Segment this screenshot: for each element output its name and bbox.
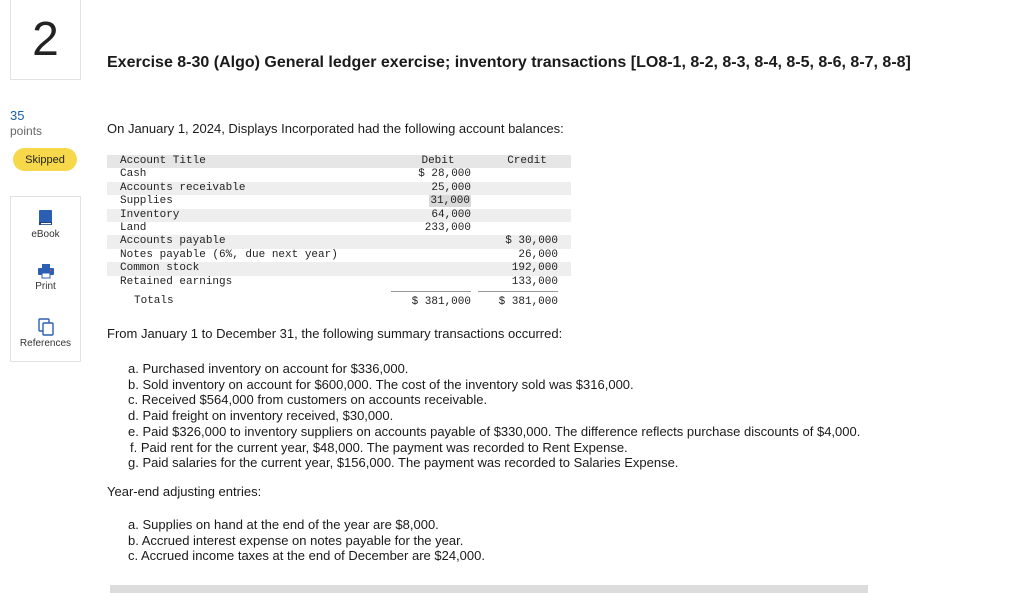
list-item: d. Paid freight on inventory received, $30,000.	[128, 408, 394, 424]
table-row	[107, 235, 571, 248]
debit-value: 233,000	[424, 221, 471, 234]
account-title: Common stock	[120, 262, 200, 275]
list-item: a. Supplies on hand at the end of the year are $8,000.	[128, 517, 439, 532]
print-button[interactable]	[11, 263, 80, 292]
documents-icon	[38, 318, 54, 336]
list-item: b. Sold inventory on account for $600,000. The cost of the inventory sold was $316,000.	[128, 376, 634, 392]
answer-panel-top-edge	[110, 585, 868, 593]
table-row	[107, 209, 571, 222]
table-row	[107, 182, 571, 195]
account-title: Retained earnings	[120, 275, 233, 288]
debit-value: $ 28,000	[418, 168, 471, 181]
table-row	[107, 249, 571, 262]
credit-value: 133,000	[511, 275, 558, 288]
exercise-intro: On January 1, 2024, Displays Incorporated had the following account balances:	[107, 121, 564, 136]
total-debit: $ 381,000	[391, 291, 471, 312]
question-number: 2	[32, 13, 59, 66]
table-row	[107, 262, 571, 275]
credit-value: 26,000	[518, 248, 558, 261]
credit-value: 192,000	[511, 262, 558, 275]
list-item: c. Received $564,000 from customers on accounts receivable.	[128, 392, 488, 408]
totals-row	[107, 291, 571, 311]
status-badge: Skipped	[13, 148, 77, 171]
account-title: Accounts payable	[120, 235, 226, 248]
transactions-list	[128, 361, 860, 471]
list-item: f. Paid rent for the current year, $48,000. The payment was recorded to Rent Expense.	[130, 439, 628, 455]
book-icon	[38, 209, 54, 227]
question-sidebar	[0, 0, 90, 593]
debit-value: 31,000	[430, 195, 470, 208]
table-row	[107, 168, 571, 181]
account-title: Accounts receivable	[120, 181, 246, 194]
points-value: 35	[10, 108, 25, 123]
header-debit: Debit	[421, 155, 455, 167]
table-header	[107, 155, 571, 168]
debit-value: 25,000	[431, 181, 471, 194]
list-item: b. Accrued interest expense on notes payable for the year.	[128, 532, 464, 548]
list-item: a. Purchased inventory on account for $336,000.	[128, 361, 409, 376]
header-account-title: Account Title	[120, 155, 206, 167]
list-item: c. Accrued income taxes at the end of December are $24,000.	[128, 548, 485, 564]
ebook-button[interactable]	[11, 209, 80, 240]
credit-value: $ 30,000	[505, 235, 558, 248]
transactions-intro: From January 1 to December 31, the following summary transactions occurred:	[107, 326, 563, 341]
account-title: Supplies	[120, 195, 173, 208]
list-item: g. Paid salaries for the current year, $156,000. The payment was recorded to Salaries Expense.	[128, 455, 679, 471]
print-label: Print	[35, 281, 56, 292]
references-label: References	[19, 338, 72, 349]
question-number-box	[10, 0, 81, 80]
adjustments-list	[128, 517, 485, 564]
adjustments-title: Year-end adjusting entries:	[107, 484, 262, 499]
table-row	[107, 222, 571, 235]
list-item: e. Paid $326,000 to inventory suppliers on accounts payable of $330,000. The difference reflects purchase discounts of $4,000.	[128, 423, 861, 439]
references-button[interactable]	[11, 318, 80, 349]
exercise-title: Exercise 8-30 (Algo) General ledger exercise; inventory transactions [LO8-1, 8-2, 8-3, 8-4, 8-5, 8-6, 8-7, 8-8]	[107, 54, 911, 71]
header-credit: Credit	[507, 155, 547, 167]
account-title: Inventory	[120, 208, 180, 221]
printer-icon	[37, 263, 55, 279]
account-title: Land	[120, 221, 147, 234]
account-title: Cash	[120, 168, 147, 181]
ebook-label: eBook	[31, 229, 60, 240]
table-row	[107, 195, 571, 208]
account-balances-table	[107, 155, 571, 311]
tools-panel	[10, 196, 81, 362]
totals-label: Totals	[134, 294, 174, 307]
table-row	[107, 276, 571, 289]
total-credit: $ 381,000	[478, 291, 558, 312]
debit-value: 64,000	[431, 208, 471, 221]
points-label: points	[10, 124, 43, 138]
account-title: Notes payable (6%, due next year)	[120, 248, 338, 261]
